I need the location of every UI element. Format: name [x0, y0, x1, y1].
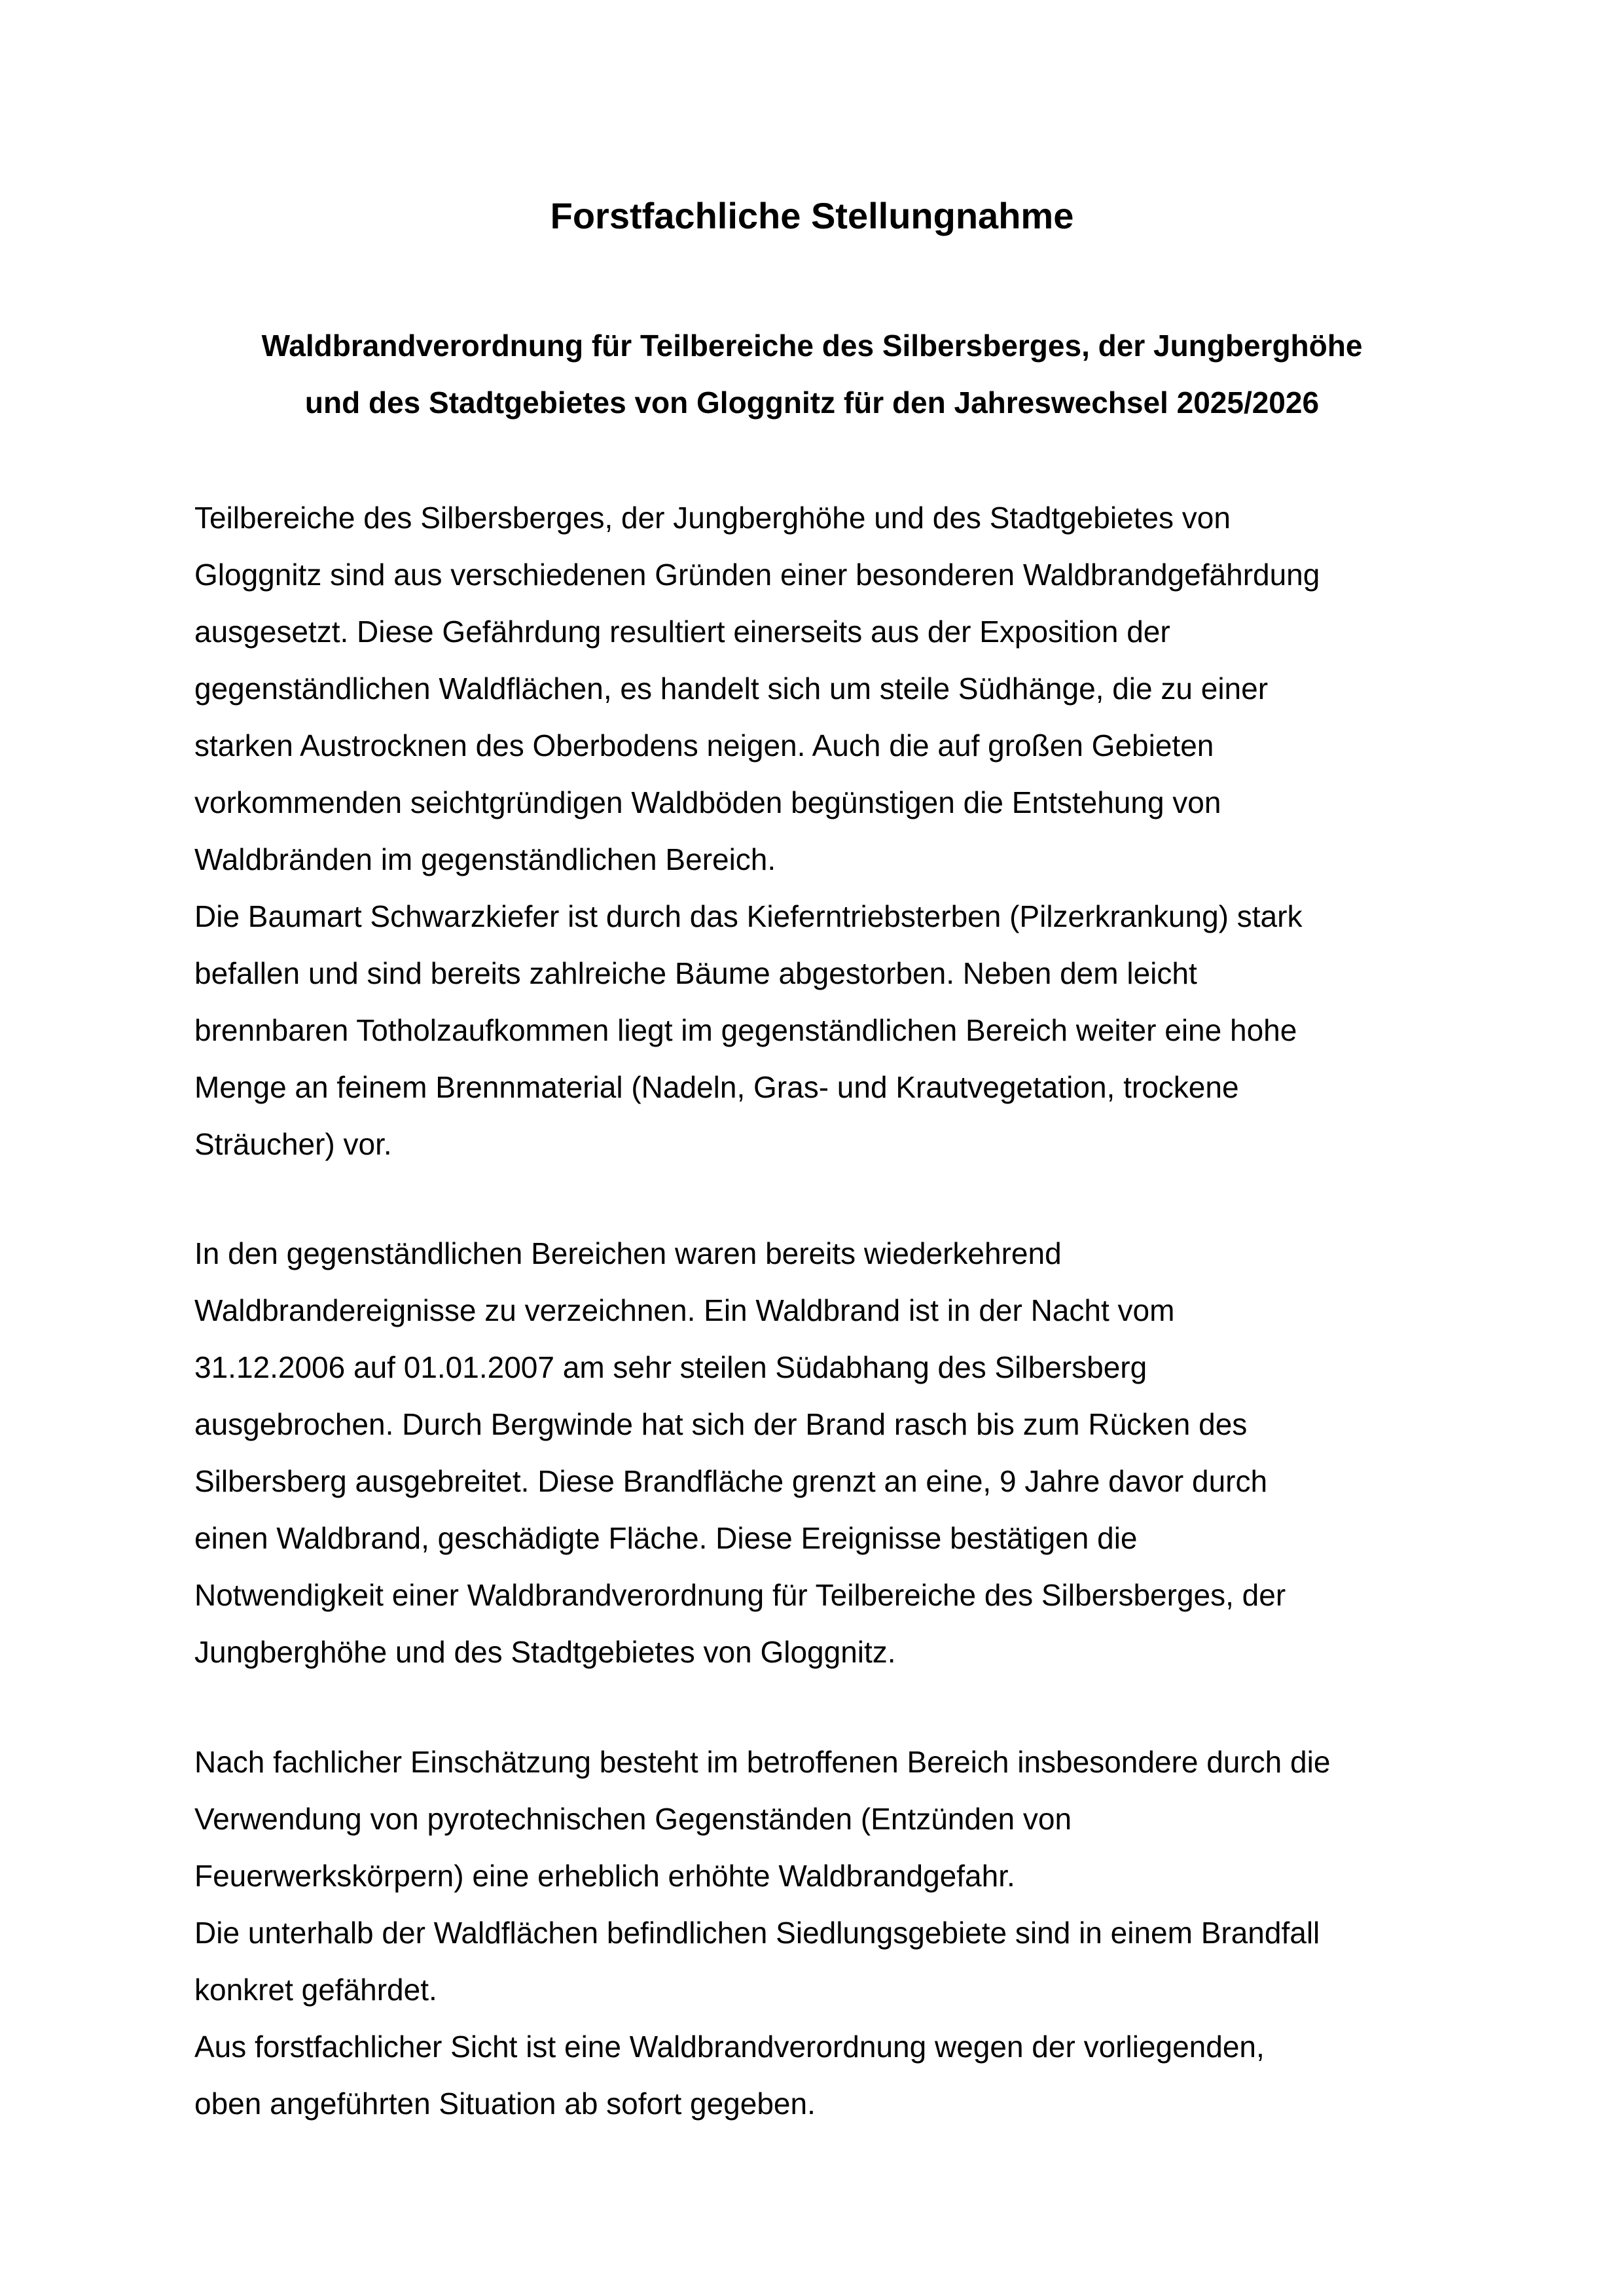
text-line: Menge an feinem Brennmaterial (Nadeln, Gras- und Krautvegetation, trockene: [194, 1070, 1239, 1104]
text-line: starken Austrocknen des Oberbodens neigen. Auch die auf großen Gebieten: [194, 728, 1214, 762]
text-line: Jungberghöhe und des Stadtgebietes von Gloggnitz.: [194, 1635, 896, 1669]
text-line: ausgesetzt. Diese Gefährdung resultiert einerseits aus der Exposition der: [194, 615, 1170, 649]
paragraph-assessment: [194, 1734, 1477, 2132]
text-line: Gloggnitz sind aus verschiedenen Gründen einer besonderen Waldbrandgefährdung: [194, 558, 1320, 592]
paragraph-past-fires: [194, 1225, 1477, 1681]
text-line: In den gegenständlichen Bereichen waren bereits wiederkehrend: [194, 1236, 1062, 1270]
text-line: Verwendung von pyrotechnischen Gegenständen (Entzünden von: [194, 1802, 1072, 1836]
text-line: 31.12.2006 auf 01.01.2007 am sehr steilen Südabhang des Silbersberg: [194, 1350, 1147, 1384]
text-line: einen Waldbrand, geschädigte Fläche. Diese Ereignisse bestätigen die: [194, 1521, 1138, 1555]
text-line: befallen und sind bereits zahlreiche Bäume abgestorben. Neben dem leicht: [194, 956, 1197, 990]
text-line: konkret gefährdet.: [194, 1973, 437, 2007]
subtitle-line: und des Stadtgebietes von Gloggnitz für den Jahreswechsel 2025/2026: [304, 386, 1320, 420]
text-line: Silbersberg ausgebreitet. Diese Brandfläche grenzt an eine, 9 Jahre davor durch: [194, 1464, 1268, 1498]
text-line: brennbaren Totholzaufkommen liegt im gegenständlichen Bereich weiter eine hohe: [194, 1013, 1297, 1047]
text-line: gegenständlichen Waldflächen, es handelt sich um steile Südhänge, die zu einer: [194, 672, 1269, 706]
text-line: vorkommenden seichtgründigen Waldböden begünstigen die Entstehung von: [194, 785, 1221, 819]
text-line: Teilbereiche des Silbersberges, der Jungberghöhe und des Stadtgebietes von: [194, 501, 1231, 535]
text-line: Waldbränden im gegenständlichen Bereich.: [194, 842, 776, 876]
text-line: oben angeführten Situation ab sofort gegeben.: [194, 2087, 816, 2121]
text-line: Die unterhalb der Waldflächen befindlichen Siedlungsgebiete sind in einem Brandfall: [194, 1916, 1320, 1950]
text-line: Notwendigkeit einer Waldbrandverordnung für Teilbereiche des Silbersberges, der: [194, 1578, 1286, 1612]
paragraph-site-conditions: [194, 490, 1477, 1173]
document-title: Forstfachliche Stellungnahme: [550, 195, 1074, 236]
text-line: Aus forstfachlicher Sicht ist eine Waldbrandverordnung wegen der vorliegenden,: [194, 2030, 1265, 2064]
text-line: Nach fachlicher Einschätzung besteht im betroffenen Bereich insbesondere durch die: [194, 1745, 1331, 1779]
text-line: Die Baumart Schwarzkiefer ist durch das Kieferntriebsterben (Pilzerkrankung) stark: [194, 899, 1303, 933]
text-line: Waldbrandereignisse zu verzeichnen. Ein Waldbrand ist in der Nacht vom: [194, 1293, 1175, 1327]
text-line: Feuerwerkskörpern) eine erheblich erhöhte Waldbrandgefahr.: [194, 1859, 1015, 1893]
document-subtitle: [183, 317, 1441, 431]
subtitle-line: Waldbrandverordnung für Teilbereiche des Silbersberges, der Jungberghöhe: [261, 329, 1363, 363]
text-line: ausgebrochen. Durch Bergwinde hat sich der Brand rasch bis zum Rücken des: [194, 1407, 1248, 1441]
text-line: Sträucher) vor.: [194, 1127, 392, 1161]
